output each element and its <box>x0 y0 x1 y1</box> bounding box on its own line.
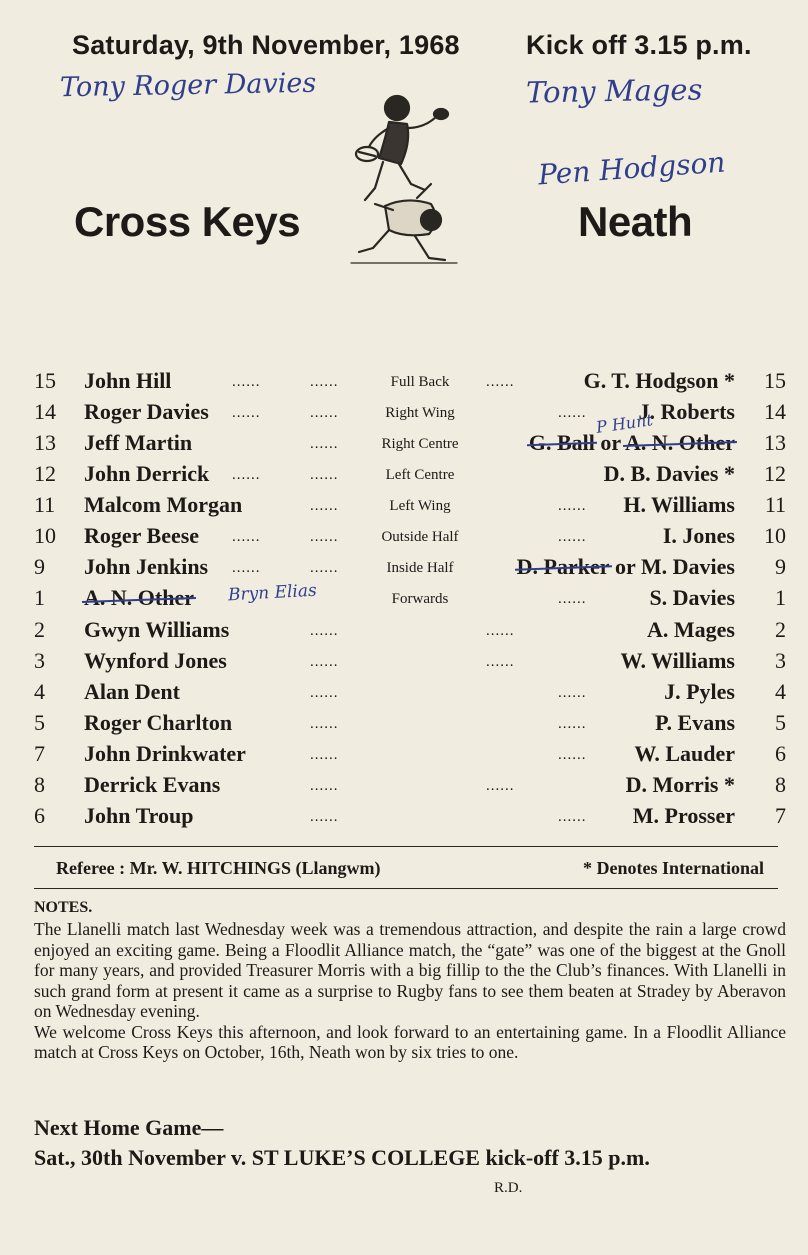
next-home-game-heading: Next Home Game— <box>34 1115 224 1140</box>
away-shirt-number: 5 <box>775 710 786 735</box>
home-player: Malcom Morgan <box>84 492 243 517</box>
away-player: J. Pyles <box>664 679 735 704</box>
home-shirt-number: 15 <box>34 368 56 393</box>
away-shirt-number: 6 <box>775 741 786 766</box>
away-shirt-number: 7 <box>775 803 786 828</box>
leader-dots: ...... <box>310 747 339 763</box>
leader-dots: ...... <box>232 405 261 421</box>
leader-dots: ...... <box>310 685 339 701</box>
leader-dots: ...... <box>558 498 587 514</box>
home-shirt-number: 11 <box>34 492 56 517</box>
lineup-row <box>0 492 808 523</box>
home-player: Gwyn Williams <box>84 617 230 642</box>
notes-paragraph: We welcome Cross Keys this afternoon, and look forward to an entertaining game. In a Floodlit Alliance match at Cross Keys on October, 16th, Neath won by six tries to one. <box>34 1021 786 1062</box>
alternative-connector: or <box>594 430 626 455</box>
lineup-row <box>0 772 808 803</box>
away-player: J. Roberts <box>638 399 735 424</box>
lineup-row <box>0 554 808 585</box>
away-shirt-number: 14 <box>764 399 786 424</box>
away-shirt-number: 13 <box>764 430 786 455</box>
home-player: Jeff Martin <box>84 430 193 455</box>
match-date: Saturday, 9th November, 1968 <box>72 30 460 60</box>
away-shirt-number: 4 <box>775 679 786 704</box>
leader-dots: ...... <box>558 809 587 825</box>
away-shirt-number: 12 <box>764 461 786 486</box>
away-team-name: Neath <box>578 198 693 245</box>
leader-dots: ...... <box>310 716 339 732</box>
home-player: John Jenkins <box>84 554 209 579</box>
home-shirt-number: 9 <box>34 554 45 579</box>
away-player: D. B. Davies * <box>603 461 735 486</box>
home-shirt-number: 4 <box>34 679 45 704</box>
leader-dots: ...... <box>232 467 261 483</box>
home-shirt-number: 2 <box>34 617 45 642</box>
position-label: Left Centre <box>385 467 455 483</box>
home-shirt-number: 5 <box>34 710 45 735</box>
away-player: W. Williams <box>620 648 735 673</box>
leader-dots: ...... <box>558 716 587 732</box>
away-player: D. Morris * <box>625 772 735 797</box>
leader-dots: ...... <box>310 529 339 545</box>
home-player: John Hill <box>84 368 172 393</box>
handwritten-note-left: Tony Roger Davies <box>59 67 317 104</box>
away-player: P. Evans <box>655 710 735 735</box>
position-label: Outside Half <box>381 529 459 545</box>
away-shirt-number: 11 <box>764 492 786 517</box>
lineup-row <box>0 461 808 492</box>
alternative-connector: or <box>609 554 641 579</box>
leader-dots: ...... <box>310 560 339 576</box>
lineup-row <box>0 399 808 430</box>
struck-player: D. Parker <box>516 554 610 579</box>
handwritten-substitute: Bryn Elias <box>227 580 318 606</box>
home-shirt-number: 8 <box>34 772 45 797</box>
home-player: Roger Beese <box>84 523 200 548</box>
away-player-alternatives <box>517 554 735 580</box>
leader-dots: ...... <box>310 405 339 421</box>
divider-bottom <box>34 888 778 889</box>
leader-dots: ...... <box>310 778 339 794</box>
home-player: Alan Dent <box>84 679 180 704</box>
away-shirt-number: 1 <box>775 585 786 610</box>
leader-dots: ...... <box>310 436 339 452</box>
home-player-struck: A. N. Other <box>84 585 194 610</box>
home-player: John Troup <box>84 803 194 828</box>
home-player: Derrick Evans <box>84 772 221 797</box>
leader-dots: ...... <box>310 467 339 483</box>
home-shirt-number: 1 <box>34 585 45 610</box>
home-shirt-number: 3 <box>34 648 45 673</box>
leader-dots: ...... <box>558 591 587 607</box>
leader-dots: ...... <box>558 685 587 701</box>
handwritten-note-right-2: Pen Hodgson <box>537 145 727 192</box>
leader-dots: ...... <box>232 529 261 545</box>
lineup-row <box>0 741 808 772</box>
away-shirt-number: 9 <box>775 554 786 579</box>
position-label: Forwards <box>391 591 449 607</box>
position-label: Right Centre <box>381 436 459 452</box>
home-shirt-number: 13 <box>34 430 56 455</box>
away-player: G. T. Hodgson * <box>583 368 735 393</box>
leader-dots: ...... <box>310 374 339 390</box>
author-initials: R.D. <box>494 1180 523 1196</box>
lineup-row <box>0 710 808 741</box>
leader-dots: ...... <box>558 405 587 421</box>
rugby-players-illustration <box>345 88 465 268</box>
lineup-row <box>0 648 808 679</box>
struck-player: G. Ball <box>528 430 595 455</box>
divider-top <box>34 846 778 847</box>
handwritten-substitute: P Hunt <box>594 410 654 437</box>
leader-dots: ...... <box>310 654 339 670</box>
away-player: W. Lauder <box>634 741 735 766</box>
home-shirt-number: 10 <box>34 523 56 548</box>
kickoff-time: Kick off 3.15 p.m. <box>526 30 752 60</box>
leader-dots: ...... <box>310 809 339 825</box>
lineup-row <box>0 679 808 710</box>
home-shirt-number: 7 <box>34 741 45 766</box>
referee-line: Referee : Mr. W. HITCHINGS (Llangwm) <box>56 858 381 878</box>
position-label: Right Wing <box>385 405 455 421</box>
home-player: Wynford Jones <box>84 648 227 673</box>
leader-dots: ...... <box>232 374 261 390</box>
leader-dots: ...... <box>486 374 515 390</box>
away-player: M. Davies <box>640 554 735 579</box>
leader-dots: ...... <box>486 623 515 639</box>
home-team-name: Cross Keys <box>74 198 301 245</box>
home-shirt-number: 14 <box>34 399 56 424</box>
struck-player: A. N. Other <box>625 430 735 455</box>
leader-dots: ...... <box>486 654 515 670</box>
position-label: Full Back <box>390 374 450 390</box>
home-player: Roger Charlton <box>84 710 233 735</box>
next-home-game-details: Sat., 30th November v. ST LUKE’S COLLEGE kick-off 3.15 p.m. <box>34 1145 650 1170</box>
notes-body <box>34 919 786 1063</box>
home-player: Roger Davies <box>84 399 209 424</box>
home-shirt-number: 6 <box>34 803 45 828</box>
leader-dots: ...... <box>310 623 339 639</box>
away-player: S. Davies <box>649 585 735 610</box>
away-shirt-number: 8 <box>775 772 786 797</box>
away-shirt-number: 15 <box>764 368 786 393</box>
lineup-row <box>0 617 808 648</box>
leader-dots: ...... <box>558 747 587 763</box>
away-player: H. Williams <box>623 492 735 517</box>
home-player: John Derrick <box>84 461 210 486</box>
leader-dots: ...... <box>558 529 587 545</box>
home-shirt-number: 12 <box>34 461 56 486</box>
away-player: I. Jones <box>662 523 735 548</box>
handwritten-note-right: Tony Mages <box>525 72 703 110</box>
lineup-row <box>0 368 808 399</box>
away-player: M. Prosser <box>632 803 735 828</box>
leader-dots: ...... <box>310 498 339 514</box>
position-label: Inside Half <box>386 560 454 576</box>
away-player-alternatives <box>529 430 735 456</box>
away-shirt-number: 2 <box>775 617 786 642</box>
notes-paragraph: The Llanelli match last Wednesday week was a tremendous attraction, and despite the rain a large crowd enjoyed an exciting game. Being a Floodlit Alliance match, the “gate” was one of the biggest at the Gnoll for many years, and provided Treasurer Morris with a big fillip to the the Club’s finances. With Llanelli in such grand form at present it came as a surprise to Rugby fans to see them beaten at Stradey by Aberavon on Wednesday evening. <box>34 919 786 1021</box>
away-player: A. Mages <box>647 617 735 642</box>
leader-dots: ...... <box>232 560 261 576</box>
away-shirt-number: 10 <box>764 523 786 548</box>
home-player: John Drinkwater <box>84 741 246 766</box>
leader-dots: ...... <box>486 778 515 794</box>
international-legend: * Denotes International <box>583 858 764 878</box>
position-label: Left Wing <box>389 498 451 514</box>
notes-heading: NOTES. <box>34 899 93 916</box>
away-shirt-number: 3 <box>775 648 786 673</box>
lineup-row <box>0 523 808 554</box>
lineup-row <box>0 803 808 834</box>
lineup-row <box>0 580 808 616</box>
